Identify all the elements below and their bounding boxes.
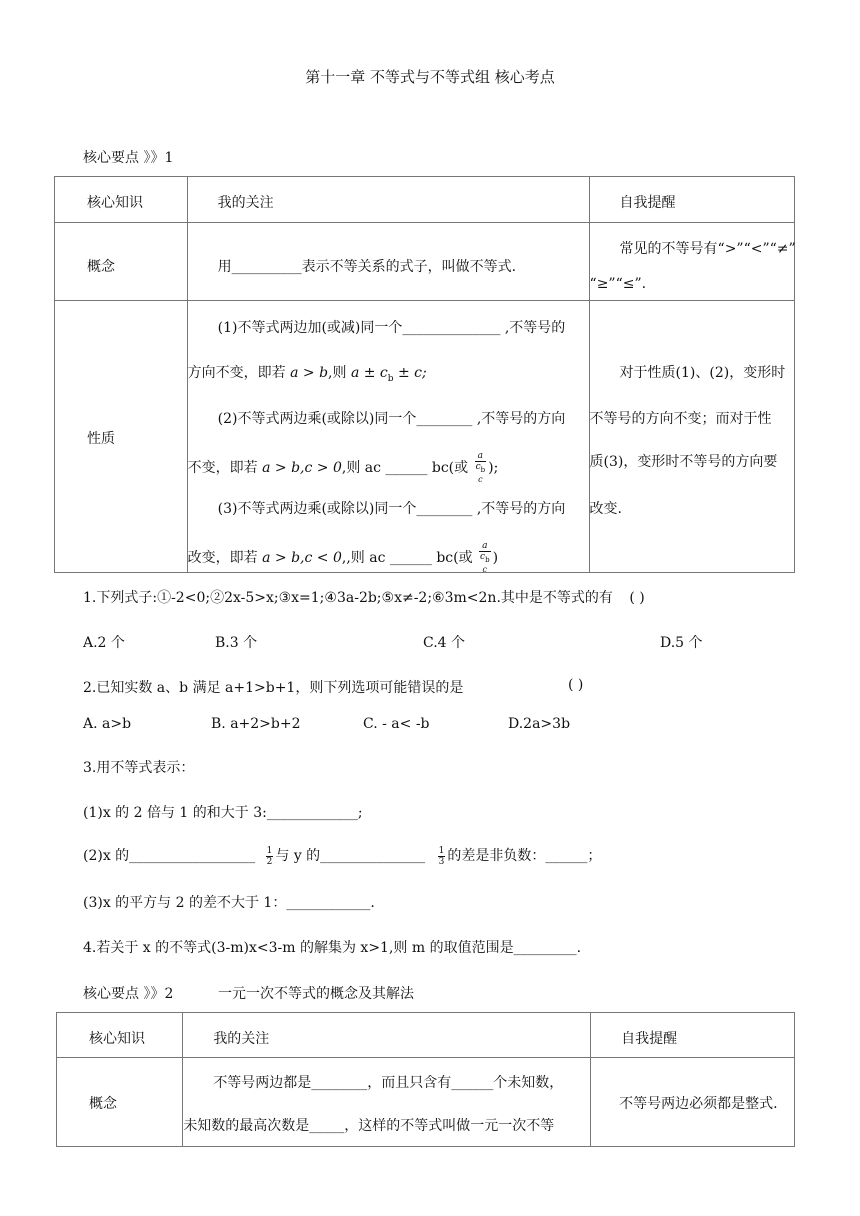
- table1-row-concept-label: 概念: [55, 223, 188, 301]
- question-3-part-3: (3)x 的平方与 2 的差不大于 1：____________.: [83, 895, 375, 911]
- question-4-stem: 4.若关于 x 的不等式(3-m)x<3-m 的解集为 x>1,则 m 的取值范围是_________.: [83, 940, 582, 956]
- question-1-option-c: C.4 个: [423, 635, 466, 651]
- section-heading-2: 核心要点 》》2: [83, 986, 174, 1002]
- question-1-option-b: B.3 个: [215, 635, 258, 651]
- question-2-answer-paren: ( ): [568, 677, 584, 693]
- page-title: 第十一章 不等式与不等式组 核心考点: [305, 68, 555, 86]
- table1-row-property-label: 性质: [55, 301, 188, 573]
- table2-row-concept-focus: 不等号两边都是________，而且只含有______个未知数， 未知数的最高次数是_____，这样的不等式叫做一元一次不等: [183, 1058, 591, 1147]
- table1-header-knowledge: 核心知识: [55, 177, 188, 223]
- question-3-stem: 3.用不等式表示：: [83, 760, 195, 776]
- table2-row-concept-label: 概念: [57, 1058, 183, 1147]
- fraction-one-third: $\frac{1}{3}$: [438, 845, 445, 867]
- question-2-option-d: D.2a>3b: [508, 716, 571, 732]
- table2-header-remind: 自我提醒: [591, 1013, 795, 1058]
- table2-row-concept-remind: 不等号两边必须都是整式.: [591, 1058, 795, 1147]
- fraction-a-over-c-2: a $c_b$ c: [480, 541, 490, 574]
- fraction-a-over-c: a $c_b$ c: [475, 451, 486, 484]
- question-2-option-c: C. - a< -b: [363, 716, 430, 732]
- question-1-option-d: D.5 个: [660, 635, 703, 651]
- question-1-stem: 1.下列式子:①-2<0;②2x-5>x;③x=1;④3a-2b;⑤x≠-2;⑥3m<2n.其中是不等式的有 ( ): [83, 590, 645, 606]
- table1-row-property-remind: 对于性质(1)、(2)，变形时 不等号的方向不变；而对于性 质(3)，变形时不等号的方向要 改变.: [589, 301, 794, 573]
- table1-row-property-focus: (1)不等式两边加(或减)同一个______________ ,不等号的 方向不变，即若 a > b,则 $a \pm c_b \pm c$; (2)不等式两边乘(或除以)同一个________ ,不等号的方向 不变，即若 a > b,c > 0,则 ac ______ bc(或 a $c_b$ c ); (3)不等式两边乘(或除以)同一个________ ,不等号的方向 改变，即若 a > b,c < 0,,则 ac ______ bc(或 a $c_b$ c ): [187, 301, 589, 573]
- core-table-1: [54, 176, 795, 573]
- table1-row-concept-remind: 常见的不等号有“>”“<”“≠” “≥”“≤”.: [589, 223, 794, 301]
- table1-header-focus: 我的关注: [187, 177, 589, 223]
- table2-header-knowledge: 核心知识: [57, 1013, 183, 1058]
- question-2-option-a: A. a>b: [83, 716, 132, 732]
- table2-header-focus: 我的关注: [183, 1013, 591, 1058]
- question-3-part-1: (1)x 的 2 倍与 1 的和大于 3:_____________;: [83, 805, 363, 821]
- fraction-one-half: $\frac{1}{2}$: [266, 845, 273, 867]
- section-2-subtitle: 一元一次不等式的概念及其解法: [218, 986, 414, 1002]
- question-2-option-b: B. a+2>b+2: [211, 716, 301, 732]
- question-1-answer-paren: ( ): [629, 590, 645, 606]
- core-table-2: [56, 1012, 795, 1147]
- question-3-part-2: (2)x 的__________________ $\frac{1}{2}$ 与 y 的_______________ $\frac{1}{3}$ 的差是非负数：______；: [83, 845, 602, 867]
- question-2-stem: 2.已知实数 a、b 满足 a+1>b+1，则下列选项可能错误的是: [83, 680, 464, 696]
- question-1-option-a: A.2 个: [83, 635, 125, 651]
- table1-header-remind: 自我提醒: [589, 177, 794, 223]
- table1-row-concept-focus: 用__________表示不等关系的式子，叫做不等式.: [187, 223, 589, 301]
- section-heading-1: 核心要点 》》1: [83, 150, 174, 166]
